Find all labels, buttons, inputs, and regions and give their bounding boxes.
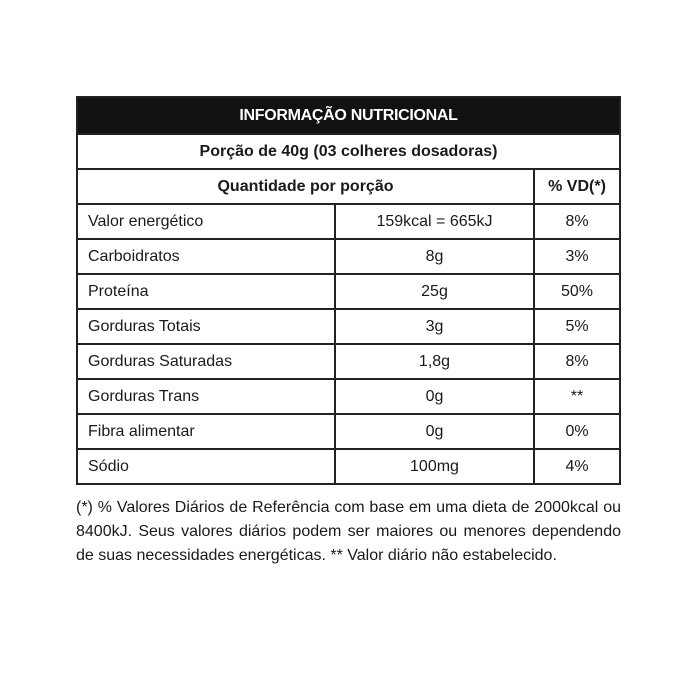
nutrient-vd: 50% bbox=[534, 274, 620, 309]
nutrition-table bbox=[76, 96, 621, 485]
nutrient-name: Gorduras Trans bbox=[77, 379, 335, 414]
nutrient-vd: 0% bbox=[534, 414, 620, 449]
nutrient-amount: 159kcal = 665kJ bbox=[335, 204, 534, 239]
table-row bbox=[77, 204, 620, 239]
nutrient-amount: 0g bbox=[335, 379, 534, 414]
nutrient-amount: 3g bbox=[335, 309, 534, 344]
vd-header: % VD(*) bbox=[534, 169, 620, 204]
nutrient-name: Sódio bbox=[77, 449, 335, 484]
quantity-header: Quantidade por porção bbox=[77, 169, 534, 204]
table-row bbox=[77, 239, 620, 274]
nutrient-vd: 8% bbox=[534, 344, 620, 379]
nutrient-vd: 3% bbox=[534, 239, 620, 274]
nutrient-name: Carboidratos bbox=[77, 239, 335, 274]
portion-size: Porção de 40g (03 colheres dosadoras) bbox=[77, 134, 620, 169]
table-row bbox=[77, 379, 620, 414]
table-row bbox=[77, 344, 620, 379]
nutrient-name: Proteína bbox=[77, 274, 335, 309]
nutrient-name: Fibra alimentar bbox=[77, 414, 335, 449]
table-row bbox=[77, 449, 620, 484]
nutrient-vd: 4% bbox=[534, 449, 620, 484]
footnote: (*) % Valores Diários de Referência com base em uma dieta de 2000kcal ou 8400kJ. Seus valores diários podem ser maiores ou menores dependendo de suas necessidades energéticas. ** Valor diário não estabelecido. bbox=[76, 499, 621, 564]
nutrient-name: Valor energético bbox=[77, 204, 335, 239]
nutrient-amount: 8g bbox=[335, 239, 534, 274]
nutrient-name: Gorduras Saturadas bbox=[77, 344, 335, 379]
table-row bbox=[77, 414, 620, 449]
nutrient-amount: 1,8g bbox=[335, 344, 534, 379]
nutrient-vd: ** bbox=[534, 379, 620, 414]
nutrient-name: Gorduras Totais bbox=[77, 309, 335, 344]
table-row bbox=[77, 274, 620, 309]
table-title: INFORMAÇÃO NUTRICIONAL bbox=[77, 97, 620, 134]
nutrient-amount: 0g bbox=[335, 414, 534, 449]
table-row bbox=[77, 309, 620, 344]
nutrient-amount: 25g bbox=[335, 274, 534, 309]
nutrient-amount: 100mg bbox=[335, 449, 534, 484]
nutrient-vd: 8% bbox=[534, 204, 620, 239]
nutrient-vd: 5% bbox=[534, 309, 620, 344]
